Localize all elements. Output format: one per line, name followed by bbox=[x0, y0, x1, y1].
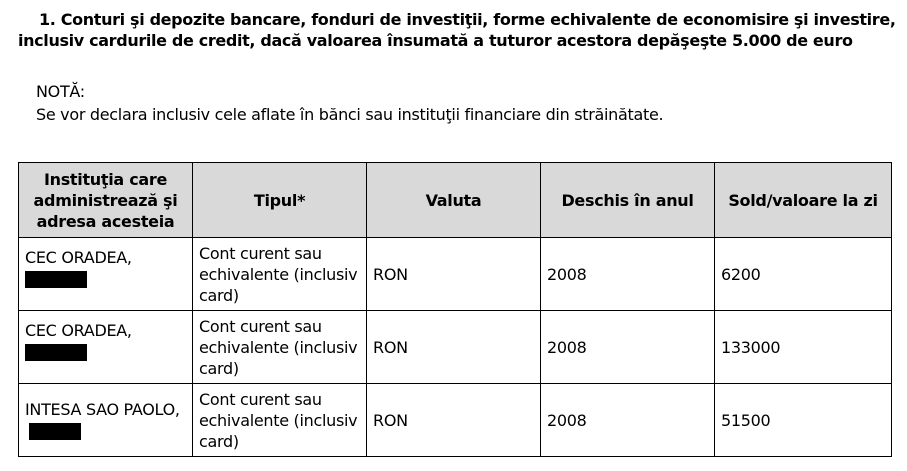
section-heading bbox=[18, 9, 898, 51]
cell-currency: RON bbox=[367, 238, 541, 311]
note-label: NOTĂ: bbox=[36, 82, 85, 101]
cell-type: Cont curent sau echivalente (inclusiv card) bbox=[193, 384, 367, 457]
header-type: Tipul* bbox=[193, 163, 367, 238]
table-row bbox=[19, 238, 892, 311]
section-heading-line-1: 1. Conturi şi depozite bancare, fonduri de investiţii, forme echivalente de economisire şi investire, bbox=[39, 10, 896, 29]
table-row bbox=[19, 311, 892, 384]
header-currency: Valuta bbox=[367, 163, 541, 238]
header-opened-year: Deschis în anul bbox=[541, 163, 715, 238]
cell-institution bbox=[19, 311, 193, 384]
cell-opened-year: 2008 bbox=[541, 384, 715, 457]
cell-currency: RON bbox=[367, 384, 541, 457]
redacted-address bbox=[25, 344, 87, 361]
table-header-row bbox=[19, 163, 892, 238]
note-block bbox=[36, 80, 663, 126]
institution-name: CEC ORADEA, bbox=[25, 248, 132, 267]
redacted-address bbox=[29, 423, 81, 440]
cell-balance: 51500 bbox=[715, 384, 892, 457]
institution-name: CEC ORADEA, bbox=[25, 321, 132, 340]
cell-institution bbox=[19, 384, 193, 457]
cell-opened-year: 2008 bbox=[541, 238, 715, 311]
note-text: Se vor declara inclusiv cele aflate în bănci sau instituţii financiare din străinătate. bbox=[36, 105, 664, 124]
section-heading-line-2: inclusiv cardurile de credit, dacă valoarea însumată a tuturor acestora depăşeşte 5.000 de euro bbox=[18, 31, 853, 50]
header-institution: Instituţia care administrează şi adresa acesteia bbox=[19, 163, 193, 238]
cell-opened-year: 2008 bbox=[541, 311, 715, 384]
cell-currency: RON bbox=[367, 311, 541, 384]
header-balance: Sold/valoare la zi bbox=[715, 163, 892, 238]
institution-name: INTESA SAO PAOLO, bbox=[25, 400, 180, 419]
cell-type: Cont curent sau echivalente (inclusiv card) bbox=[193, 238, 367, 311]
cell-type: Cont curent sau echivalente (inclusiv card) bbox=[193, 311, 367, 384]
redacted-address bbox=[25, 271, 87, 288]
cell-balance: 6200 bbox=[715, 238, 892, 311]
cell-balance: 133000 bbox=[715, 311, 892, 384]
cell-institution bbox=[19, 238, 193, 311]
bank-accounts-table bbox=[18, 162, 892, 457]
table-row bbox=[19, 384, 892, 457]
